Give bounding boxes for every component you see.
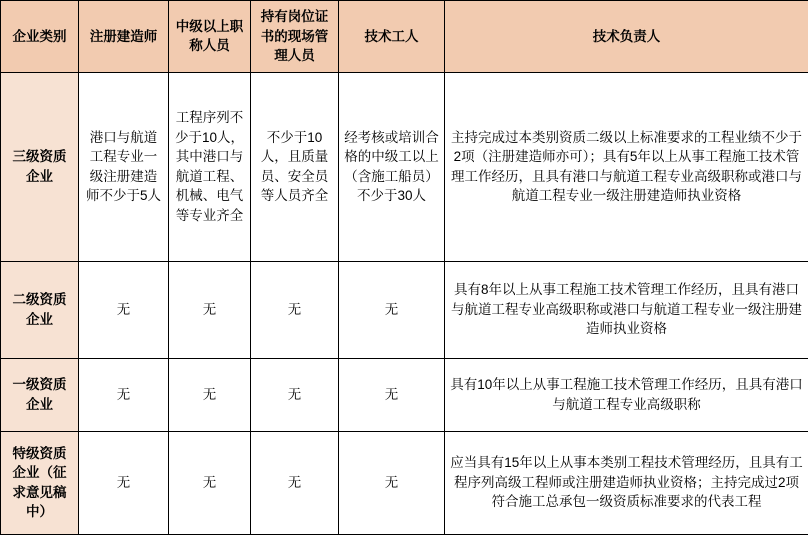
column-header-category: 企业类别 bbox=[1, 1, 79, 73]
table-row bbox=[1, 431, 808, 534]
table-header-row bbox=[1, 1, 808, 73]
cell-technical-worker: 无 bbox=[339, 431, 445, 534]
cell-technical-leader: 应当具有15年以上从事本类别工程技术管理经历，且具有工程序列高级工程师或注册建造师执业资格；主持完成过2项符合施工总承包一级资质标准要求的代表工程 bbox=[445, 431, 808, 534]
row-header-category: 一级资质企业 bbox=[1, 358, 79, 431]
cell-mid-title-staff: 无 bbox=[169, 431, 251, 534]
column-header-mid-title-staff: 中级以上职称人员 bbox=[169, 1, 251, 73]
cell-technical-worker: 经考核或培训合格的中级工以上（含施工船员）不少于30人 bbox=[339, 72, 445, 261]
cell-mid-title-staff: 无 bbox=[169, 261, 251, 358]
cell-registered-builder: 无 bbox=[79, 431, 169, 534]
cell-site-manager: 不少于10人，且质量员、安全员等人员齐全 bbox=[251, 72, 339, 261]
row-header-category: 三级资质企业 bbox=[1, 72, 79, 261]
table-row bbox=[1, 358, 808, 431]
cell-registered-builder: 无 bbox=[79, 261, 169, 358]
cell-registered-builder: 无 bbox=[79, 358, 169, 431]
cell-registered-builder: 港口与航道工程专业一级注册建造师不少于5人 bbox=[79, 72, 169, 261]
cell-technical-leader: 具有8年以上从事工程施工技术管理工作经历，且具有港口与航道工程专业高级职称或港口与航道工程专业一级注册建造师执业资格 bbox=[445, 261, 808, 358]
cell-technical-worker: 无 bbox=[339, 358, 445, 431]
column-header-site-manager: 持有岗位证书的现场管理人员 bbox=[251, 1, 339, 73]
cell-technical-leader: 主持完成过本类别资质二级以上标准要求的工程业绩不少于2项（注册建造师亦可）；具有5年以上从事工程施工技术管理工作经历，且具有港口与航道工程专业高级职称或港口与航道工程专业一级注册建造师执业资格 bbox=[445, 72, 808, 261]
column-header-technical-worker: 技术工人 bbox=[339, 1, 445, 73]
row-header-category: 二级资质企业 bbox=[1, 261, 79, 358]
cell-technical-leader: 具有10年以上从事工程施工技术管理工作经历，且具有港口与航道工程专业高级职称 bbox=[445, 358, 808, 431]
cell-technical-worker: 无 bbox=[339, 261, 445, 358]
table-row bbox=[1, 72, 808, 261]
table-header bbox=[1, 1, 808, 73]
cell-site-manager: 无 bbox=[251, 261, 339, 358]
cell-mid-title-staff: 无 bbox=[169, 358, 251, 431]
column-header-registered-builder: 注册建造师 bbox=[79, 1, 169, 73]
table-row bbox=[1, 261, 808, 358]
row-header-category: 特级资质企业（征求意见稿中） bbox=[1, 431, 79, 534]
cell-site-manager: 无 bbox=[251, 358, 339, 431]
table-body bbox=[1, 72, 808, 534]
column-header-technical-leader: 技术负责人 bbox=[445, 1, 808, 73]
cell-mid-title-staff: 工程序列不少于10人，其中港口与航道工程、机械、电气等专业齐全 bbox=[169, 72, 251, 261]
cell-site-manager: 无 bbox=[251, 431, 339, 534]
